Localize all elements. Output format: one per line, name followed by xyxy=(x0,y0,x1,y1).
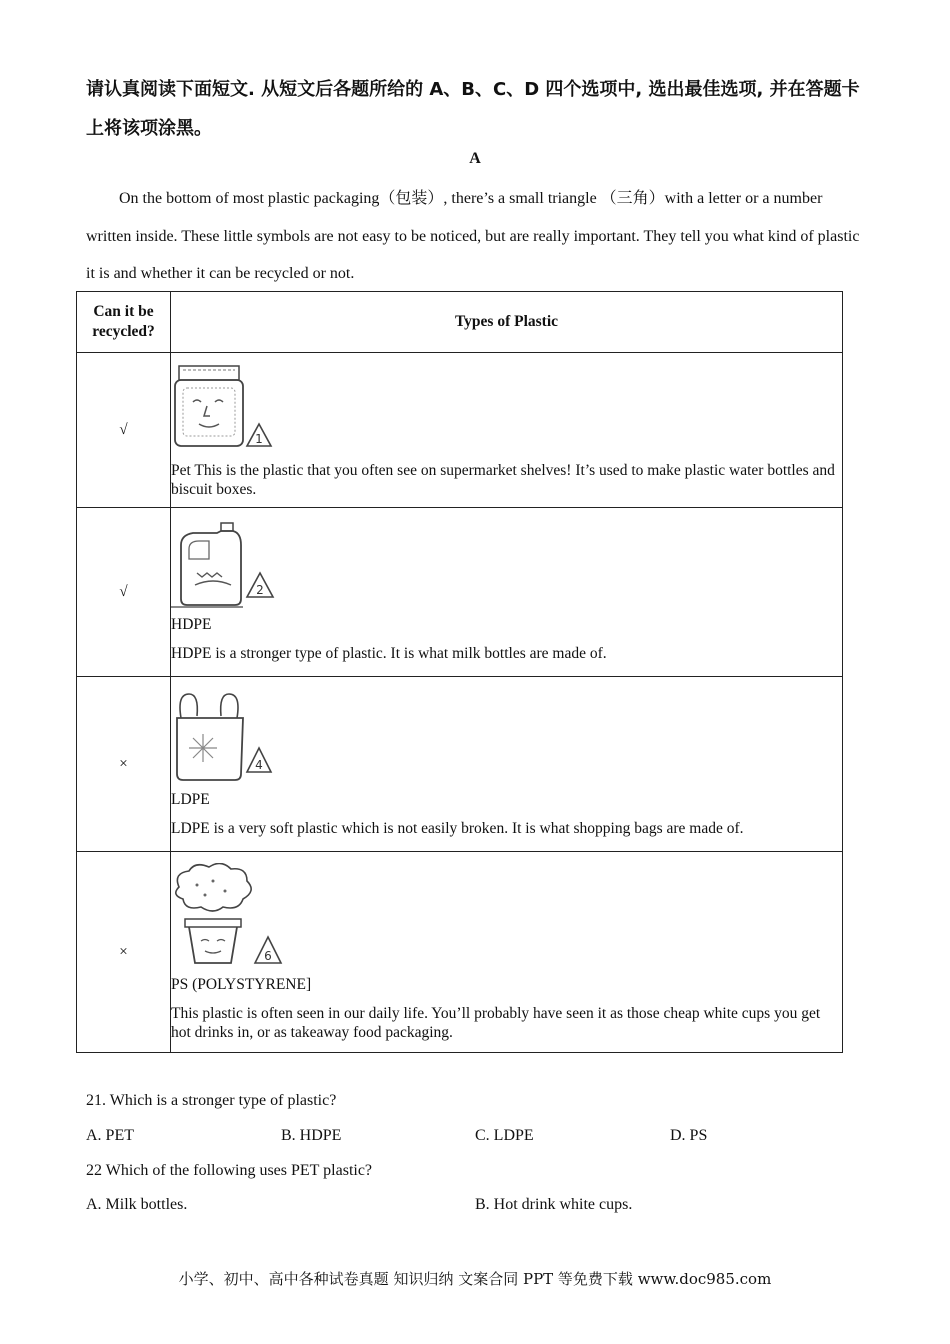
plastic-description: Pet This is the plastic that you often see on supermarket shelves! It’s used to make plastic water bottles and biscuit boxes. xyxy=(171,461,835,498)
plastic-cell xyxy=(171,852,843,1053)
plastic-cell xyxy=(171,508,843,677)
svg-text:4: 4 xyxy=(255,758,263,772)
plastic-name: LDPE xyxy=(171,791,210,808)
jar-icon xyxy=(171,362,281,452)
plastic-cell xyxy=(171,353,843,508)
plastic-name: PS (POLYSTYRENE] xyxy=(171,975,312,993)
instructions: 请认真阅读下面短文. 从短文后各题所给的 A、B、C、D 四个选项中, 选出最佳选项, 并在答题卡上将该项涂黑。 xyxy=(86,79,860,139)
q21-option-d[interactable]: D. PS xyxy=(670,1127,708,1144)
q21-option-c[interactable]: C. LDPE xyxy=(475,1127,534,1144)
question-21: 21. Which is a stronger type of plastic? xyxy=(86,1092,337,1109)
q21-option-a[interactable]: A. PET xyxy=(86,1127,134,1144)
q22-option-b[interactable]: B. Hot drink white cups. xyxy=(475,1196,633,1213)
plastic-description: LDPE is a very soft plastic which is not easily broken. It is what shopping bags are made of. xyxy=(171,820,744,837)
header-types: Types of Plastic xyxy=(171,292,843,353)
plastic-description: HDPE is a stronger type of plastic. It is what milk bottles are made of. xyxy=(171,645,607,662)
cup-icon xyxy=(171,863,291,969)
plastic-cell xyxy=(171,677,843,852)
table-row xyxy=(77,677,843,852)
svg-text:2: 2 xyxy=(256,583,264,597)
table-row xyxy=(77,852,843,1053)
section-letter: A xyxy=(469,150,481,167)
recyclable-mark: × xyxy=(77,852,171,1053)
svg-text:6: 6 xyxy=(264,948,272,963)
recyclable-mark: × xyxy=(77,677,171,852)
question-22: 22 Which of the following uses PET plastic? xyxy=(86,1162,373,1179)
svg-text:1: 1 xyxy=(255,431,263,446)
table-header-row xyxy=(77,292,843,353)
page-footer: 小学、初中、高中各种试卷真题 知识归纳 文案合同 PPT 等免费下载 www.doc985.com xyxy=(178,1270,772,1288)
intro-paragraph: On the bottom of most plastic packaging（包装）, there’s a small triangle （三角）with a letter or a number written inside. These little symbols are not easy to be noticed, but are really important. They tell you what kind of plastic it is and whether it can be recycled or not. xyxy=(86,190,860,282)
plastic-description: This plastic is often seen in our daily life. You’ll probably have seen it as those cheap white cups you get hot drinks in, or as takeaway food packaging. xyxy=(171,1004,821,1041)
recyclable-mark: √ xyxy=(77,508,171,677)
bag-icon xyxy=(171,690,281,784)
recyclable-mark: √ xyxy=(77,353,171,508)
table-row xyxy=(77,508,843,677)
plastic-types-table xyxy=(76,291,843,1053)
plastic-name: HDPE xyxy=(171,616,212,633)
jug-icon xyxy=(171,521,281,609)
header-recyclable: Can it be recycled? xyxy=(77,292,171,353)
q22-option-a[interactable]: A. Milk bottles. xyxy=(86,1196,188,1213)
table-row xyxy=(77,353,843,508)
q21-option-b[interactable]: B. HDPE xyxy=(281,1127,342,1144)
